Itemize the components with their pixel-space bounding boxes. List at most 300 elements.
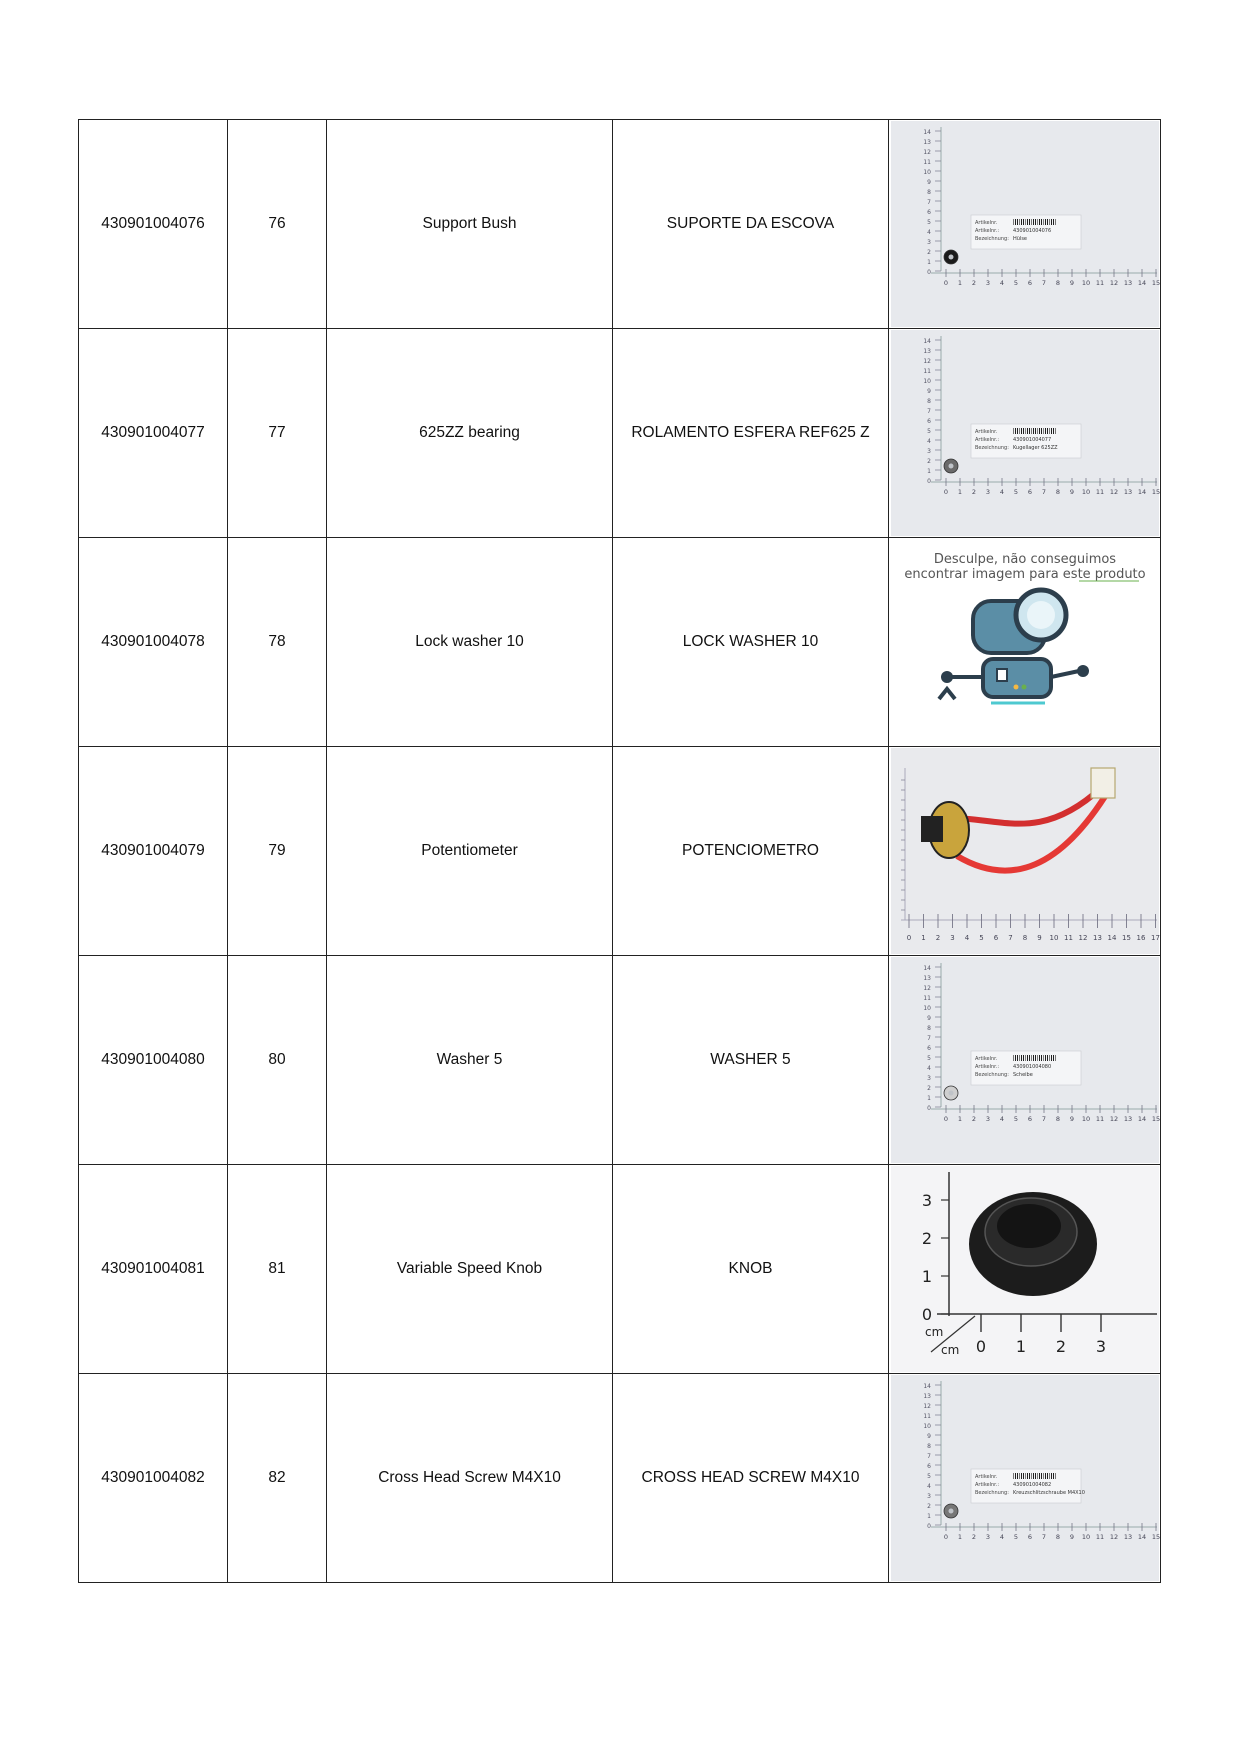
- svg-text:11: 11: [922, 995, 931, 1002]
- barcode-bar: [1045, 428, 1046, 434]
- ruler-tick-label: 15: [1151, 1533, 1160, 1541]
- svg-text:7: 7: [926, 1453, 931, 1460]
- barcode-bar: [1051, 1055, 1052, 1061]
- barcode-bar: [1021, 428, 1022, 434]
- part-row: [79, 1374, 1161, 1583]
- barcode-bar: [1019, 428, 1020, 434]
- barcode-bar: [1037, 1473, 1038, 1479]
- svg-text:13: 13: [922, 139, 931, 146]
- name-en-cell: Potentiometer: [327, 747, 613, 956]
- ruler-tick-label: 8: [1055, 1533, 1060, 1541]
- barcode-bar: [1021, 219, 1022, 225]
- label-name: Hülse: [1012, 236, 1027, 242]
- ruler-tick-label: 0: [943, 488, 948, 496]
- ruler-tick-label: 2: [971, 279, 976, 287]
- svg-text:5: 5: [926, 1055, 931, 1062]
- ruler-tick-label: 3: [985, 1533, 990, 1541]
- svg-text:9: 9: [926, 1015, 931, 1022]
- name-en-cell: Washer 5: [327, 956, 613, 1165]
- barcode-bar: [1039, 219, 1040, 225]
- ruler-tick-label: 13: [1123, 1115, 1132, 1123]
- barcode-bar: [1037, 1055, 1038, 1061]
- svg-text:Artikelnr.:: Artikelnr.:: [974, 1482, 999, 1488]
- svg-text:9: 9: [926, 1433, 931, 1440]
- label-code: 430901004077: [1012, 437, 1051, 443]
- barcode-bar: [1035, 428, 1036, 434]
- part-row: [79, 538, 1161, 747]
- barcode-bar: [1049, 428, 1050, 434]
- ruler-tick-label: 10: [1081, 1115, 1090, 1123]
- name-en-cell: 625ZZ bearing: [327, 329, 613, 538]
- svg-text:7: 7: [1007, 934, 1013, 942]
- barcode-bar: [1015, 1055, 1016, 1061]
- part-photo-cell: [889, 120, 1161, 329]
- ruler-tick-label: 2: [971, 488, 976, 496]
- barcode-bar: [1047, 1473, 1048, 1479]
- svg-text:15: 15: [1121, 934, 1131, 942]
- name-pt-cell: KNOB: [613, 1165, 889, 1374]
- barcode-bar: [1035, 1473, 1036, 1479]
- ruler-tick-label: 1: [957, 279, 962, 287]
- svg-text:9: 9: [926, 179, 931, 186]
- svg-text:6: 6: [926, 209, 931, 216]
- barcode-bar: [1033, 1055, 1034, 1061]
- name-en-cell: Support Bush: [327, 120, 613, 329]
- svg-text:4: 4: [926, 229, 931, 236]
- barcode-bar: [1041, 1473, 1042, 1479]
- part-photo: [891, 121, 1159, 327]
- part-photo: [891, 1375, 1159, 1581]
- ruler-tick-label: 8: [1055, 488, 1060, 496]
- barcode-bar: [1033, 428, 1034, 434]
- svg-text:1: 1: [926, 1513, 931, 1520]
- barcode-bar: [1037, 428, 1038, 434]
- ruler-tick-label: 15: [1151, 1115, 1160, 1123]
- barcode-bar: [1027, 219, 1028, 225]
- svg-text:12: 12: [1078, 934, 1087, 942]
- ruler-tick-label: 15: [1151, 279, 1160, 287]
- part-photo: [891, 1166, 1159, 1372]
- ruler-tick-label: 13: [1123, 279, 1132, 287]
- barcode-bar: [1013, 1473, 1014, 1479]
- svg-text:10: 10: [1049, 934, 1058, 942]
- ruler-tick-label: 5: [1013, 488, 1018, 496]
- svg-text:3: 3: [926, 1075, 931, 1082]
- barcode-bar: [1043, 1055, 1044, 1061]
- svg-text:13: 13: [922, 348, 931, 355]
- barcode-bar: [1023, 219, 1024, 225]
- barcode-bar: [1041, 1055, 1042, 1061]
- barcode-bar: [1029, 428, 1030, 434]
- barcode-bar: [1031, 1473, 1032, 1479]
- svg-text:Bezeichnung:: Bezeichnung:: [974, 236, 1009, 242]
- barcode-bar: [1025, 1473, 1026, 1479]
- item-number-cell: 79: [228, 747, 327, 956]
- svg-text:1: 1: [926, 468, 931, 475]
- ruler-tick-label: 11: [1095, 488, 1104, 496]
- part-code-cell: 430901004077: [79, 329, 228, 538]
- svg-text:Artikelnr.: Artikelnr.: [974, 1474, 997, 1480]
- svg-text:10: 10: [922, 1005, 931, 1012]
- scale-label-y: 0: [921, 1305, 932, 1324]
- svg-text:Bezeichnung:: Bezeichnung:: [974, 1490, 1009, 1496]
- svg-text:5: 5: [926, 219, 931, 226]
- barcode-bar: [1031, 428, 1032, 434]
- part-row: [79, 747, 1161, 956]
- svg-text:0: 0: [926, 1523, 931, 1530]
- ruler-tick-label: 1: [957, 1533, 962, 1541]
- ruler-tick-label: 11: [1095, 1115, 1104, 1123]
- ruler-tick-label: 4: [999, 1533, 1004, 1541]
- ruler-tick-label: 3: [985, 279, 990, 287]
- barcode-bar: [1043, 219, 1044, 225]
- svg-text:2: 2: [926, 458, 931, 465]
- svg-text:16: 16: [1136, 934, 1145, 942]
- barcode-bar: [1019, 219, 1020, 225]
- ruler-tick-label: 5: [1013, 1115, 1018, 1123]
- ruler-tick-label: 1: [957, 1115, 962, 1123]
- ruler-tick-label: 7: [1041, 1533, 1046, 1541]
- barcode-bar: [1043, 428, 1044, 434]
- knob-image: [969, 1192, 1097, 1296]
- svg-text:Artikelnr.: Artikelnr.: [974, 220, 997, 226]
- svg-text:12: 12: [922, 358, 931, 365]
- ruler-tick-label: 15: [1151, 488, 1160, 496]
- part-code-cell: 430901004082: [79, 1374, 228, 1583]
- label-code: 430901004076: [1012, 228, 1051, 234]
- barcode-bar: [1041, 219, 1042, 225]
- svg-text:14: 14: [922, 965, 931, 972]
- svg-text:3: 3: [949, 934, 955, 942]
- barcode-bar: [1051, 219, 1052, 225]
- ruler-tick-label: 12: [1109, 279, 1118, 287]
- svg-text:4: 4: [964, 934, 969, 942]
- svg-text:2: 2: [935, 934, 940, 942]
- barcode-bar: [1047, 428, 1048, 434]
- barcode-bar: [1045, 219, 1046, 225]
- svg-text:9: 9: [926, 388, 931, 395]
- svg-text:0: 0: [926, 1105, 931, 1112]
- barcode-bar: [1013, 1055, 1014, 1061]
- part-photo-cell: [889, 329, 1161, 538]
- barcode-bar: [1025, 1055, 1026, 1061]
- barcode-bar: [1027, 428, 1028, 434]
- ruler-tick-label: 14: [1137, 1533, 1146, 1541]
- scale-label-x: 2: [1055, 1337, 1066, 1356]
- svg-text:4: 4: [926, 1065, 931, 1072]
- barcode-bar: [1033, 1473, 1034, 1479]
- svg-text:0: 0: [926, 269, 931, 276]
- barcode-bar: [1017, 1473, 1018, 1479]
- barcode-bar: [1027, 1473, 1028, 1479]
- barcode-bar: [1055, 1055, 1056, 1061]
- name-pt-cell: POTENCIOMETRO: [613, 747, 889, 956]
- ruler-tick-label: 2: [971, 1533, 976, 1541]
- not-found-line2: encontrar imagem para este produto: [903, 567, 1146, 582]
- svg-text:5: 5: [926, 428, 931, 435]
- ruler-tick-label: 9: [1069, 488, 1074, 496]
- svg-text:11: 11: [922, 159, 931, 166]
- barcode-bar: [1019, 1055, 1020, 1061]
- part-row: [79, 120, 1161, 329]
- svg-text:13: 13: [922, 975, 931, 982]
- barcode-bar: [1053, 428, 1054, 434]
- item-number-cell: 80: [228, 956, 327, 1165]
- ruler-tick-label: 11: [1095, 279, 1104, 287]
- barcode-bar: [1055, 1473, 1056, 1479]
- name-pt-cell: WASHER 5: [613, 956, 889, 1165]
- barcode-bar: [1049, 1473, 1050, 1479]
- barcode-bar: [1045, 1473, 1046, 1479]
- barcode-bar: [1051, 428, 1052, 434]
- name-pt-cell: LOCK WASHER 10: [613, 538, 889, 747]
- svg-text:7: 7: [926, 199, 931, 206]
- ruler-tick-label: 10: [1081, 1533, 1090, 1541]
- name-en-cell: Variable Speed Knob: [327, 1165, 613, 1374]
- part-code-cell: 430901004081: [79, 1165, 228, 1374]
- svg-text:3: 3: [926, 1493, 931, 1500]
- ruler-tick-label: 14: [1137, 1115, 1146, 1123]
- name-pt-cell: CROSS HEAD SCREW M4X10: [613, 1374, 889, 1583]
- barcode-bar: [1043, 1473, 1044, 1479]
- ruler-tick-label: 5: [1013, 279, 1018, 287]
- svg-text:1: 1: [926, 1095, 931, 1102]
- unit-label: cm: [940, 1343, 959, 1357]
- part-photo-cell: [889, 538, 1161, 747]
- ruler-tick-label: 12: [1109, 1533, 1118, 1541]
- barcode-bar: [1015, 1473, 1016, 1479]
- svg-text:4: 4: [926, 438, 931, 445]
- barcode-bar: [1053, 219, 1054, 225]
- barcode-bar: [1039, 428, 1040, 434]
- part-row: [79, 956, 1161, 1165]
- scale-label-y: 3: [921, 1191, 932, 1210]
- scale-label-y: 1: [921, 1267, 932, 1286]
- svg-text:7: 7: [926, 408, 931, 415]
- part-photo: [891, 330, 1159, 536]
- barcode-bar: [1055, 428, 1056, 434]
- ruler-tick-label: 6: [1027, 1533, 1032, 1541]
- item-number-cell: 76: [228, 120, 327, 329]
- svg-text:Artikelnr.:: Artikelnr.:: [974, 1064, 999, 1070]
- barcode-bar: [1041, 428, 1042, 434]
- svg-text:6: 6: [926, 418, 931, 425]
- barcode-bar: [1015, 219, 1016, 225]
- ruler-tick-label: 7: [1041, 488, 1046, 496]
- ruler-tick-label: 10: [1081, 488, 1090, 496]
- item-number-cell: 81: [228, 1165, 327, 1374]
- ruler-tick-label: 14: [1137, 488, 1146, 496]
- barcode-bar: [1017, 219, 1018, 225]
- barcode-bar: [1031, 219, 1032, 225]
- svg-text:17: 17: [1150, 934, 1160, 942]
- barcode-bar: [1013, 219, 1014, 225]
- unit-label: cm: [924, 1325, 943, 1339]
- ruler-tick-label: 6: [1027, 1115, 1032, 1123]
- svg-text:Artikelnr.:: Artikelnr.:: [974, 228, 999, 234]
- svg-text:8: 8: [1022, 934, 1027, 942]
- name-pt-cell: SUPORTE DA ESCOVA: [613, 120, 889, 329]
- part-code-cell: 430901004078: [79, 538, 228, 747]
- barcode-bar: [1025, 219, 1026, 225]
- ruler-tick-label: 1: [957, 488, 962, 496]
- barcode-bar: [1029, 219, 1030, 225]
- barcode-bar: [1023, 428, 1024, 434]
- ruler-tick-label: 0: [943, 1533, 948, 1541]
- svg-text:Artikelnr.: Artikelnr.: [974, 429, 997, 435]
- ruler-tick-label: 9: [1069, 1533, 1074, 1541]
- ruler-tick-label: 9: [1069, 1115, 1074, 1123]
- not-found-line1: Desculpe, não conseguimos: [933, 552, 1116, 567]
- ruler-tick-label: 10: [1081, 279, 1090, 287]
- scale-label-y: 2: [921, 1229, 932, 1248]
- svg-text:11: 11: [922, 1413, 931, 1420]
- barcode-bar: [1031, 1055, 1032, 1061]
- svg-text:8: 8: [926, 398, 931, 405]
- part-row: [79, 329, 1161, 538]
- barcode-bar: [1017, 1055, 1018, 1061]
- barcode-bar: [1029, 1473, 1030, 1479]
- barcode-bar: [1027, 1055, 1028, 1061]
- part-photo-cell: [889, 747, 1161, 956]
- ruler-tick-label: 14: [1137, 279, 1146, 287]
- part-photo: [891, 539, 1159, 745]
- svg-text:2: 2: [926, 249, 931, 256]
- svg-text:7: 7: [926, 1035, 931, 1042]
- ruler-tick-label: 4: [999, 1115, 1004, 1123]
- ruler-tick-label: 8: [1055, 1115, 1060, 1123]
- name-en-cell: Cross Head Screw M4X10: [327, 1374, 613, 1583]
- svg-text:10: 10: [922, 1423, 931, 1430]
- svg-text:4: 4: [926, 1483, 931, 1490]
- barcode-bar: [1047, 1055, 1048, 1061]
- barcode-bar: [1049, 1055, 1050, 1061]
- svg-text:14: 14: [1107, 934, 1116, 942]
- barcode-bar: [1025, 428, 1026, 434]
- svg-text:1: 1: [926, 259, 931, 266]
- svg-text:3: 3: [926, 239, 931, 246]
- barcode-bar: [1053, 1055, 1054, 1061]
- svg-text:5: 5: [926, 1473, 931, 1480]
- ruler-tick-label: 12: [1109, 1115, 1118, 1123]
- barcode-bar: [1055, 219, 1056, 225]
- ruler-tick-label: 0: [943, 279, 948, 287]
- barcode-bar: [1013, 428, 1014, 434]
- ruler-tick-label: 12: [1109, 488, 1118, 496]
- barcode-bar: [1023, 1055, 1024, 1061]
- label-name: Scheibe: [1012, 1072, 1033, 1078]
- ruler-tick-label: 7: [1041, 279, 1046, 287]
- barcode-bar: [1049, 219, 1050, 225]
- svg-text:11: 11: [922, 368, 931, 375]
- ruler-tick-label: 0: [943, 1115, 948, 1123]
- barcode-bar: [1029, 1055, 1030, 1061]
- item-number-cell: 82: [228, 1374, 327, 1583]
- svg-text:9: 9: [1036, 934, 1042, 942]
- svg-text:6: 6: [926, 1463, 931, 1470]
- part-photo-cell: [889, 956, 1161, 1165]
- label-code: 430901004080: [1012, 1064, 1051, 1070]
- barcode-bar: [1045, 1055, 1046, 1061]
- barcode-bar: [1051, 1473, 1052, 1479]
- svg-text:2: 2: [926, 1503, 931, 1510]
- name-pt-cell: ROLAMENTO ESFERA REF625 Z: [613, 329, 889, 538]
- svg-text:1: 1: [920, 934, 926, 942]
- ruler-tick-label: 4: [999, 279, 1004, 287]
- svg-text:8: 8: [926, 1443, 931, 1450]
- barcode-bar: [1021, 1055, 1022, 1061]
- svg-text:2: 2: [926, 1085, 931, 1092]
- barcode-bar: [1053, 1473, 1054, 1479]
- ruler-tick-label: 3: [985, 1115, 990, 1123]
- svg-text:12: 12: [922, 985, 931, 992]
- part-code-cell: 430901004079: [79, 747, 228, 956]
- ruler-tick-label: 7: [1041, 1115, 1046, 1123]
- svg-text:Bezeichnung:: Bezeichnung:: [974, 445, 1009, 451]
- name-en-cell: Lock washer 10: [327, 538, 613, 747]
- svg-text:Artikelnr.: Artikelnr.: [974, 1056, 997, 1062]
- part-row: [79, 1165, 1161, 1374]
- svg-text:14: 14: [922, 1383, 931, 1390]
- svg-text:14: 14: [922, 129, 931, 136]
- ruler-tick-label: 6: [1027, 488, 1032, 496]
- parts-table: [78, 119, 1161, 1583]
- barcode-bar: [1037, 219, 1038, 225]
- label-code: 430901004082: [1012, 1482, 1051, 1488]
- barcode-bar: [1019, 1473, 1020, 1479]
- part-photo: [891, 748, 1159, 954]
- ruler-tick-label: 8: [1055, 279, 1060, 287]
- svg-text:10: 10: [922, 378, 931, 385]
- label-name: Kreuzschlitzschraube M4X10: [1012, 1490, 1085, 1496]
- svg-text:14: 14: [922, 338, 931, 345]
- svg-text:6: 6: [993, 934, 998, 942]
- barcode-bar: [1017, 428, 1018, 434]
- part-photo-cell: [889, 1374, 1161, 1583]
- scale-label-x: 1: [1015, 1337, 1026, 1356]
- barcode-bar: [1035, 1055, 1036, 1061]
- svg-text:5: 5: [978, 934, 984, 942]
- svg-text:12: 12: [922, 149, 931, 156]
- svg-text:12: 12: [922, 1403, 931, 1410]
- svg-text:Artikelnr.:: Artikelnr.:: [974, 437, 999, 443]
- barcode-bar: [1021, 1473, 1022, 1479]
- ruler-tick-label: 13: [1123, 1533, 1132, 1541]
- ruler-tick-label: 3: [985, 488, 990, 496]
- part-code-cell: 430901004076: [79, 120, 228, 329]
- scale-label-x: 3: [1095, 1337, 1106, 1356]
- part-code-cell: 430901004080: [79, 956, 228, 1165]
- ruler-tick-label: 6: [1027, 279, 1032, 287]
- svg-text:10: 10: [922, 169, 931, 176]
- ruler-tick-label: 5: [1013, 1533, 1018, 1541]
- barcode-bar: [1033, 219, 1034, 225]
- ruler-tick-label: 13: [1123, 488, 1132, 496]
- barcode-bar: [1039, 1055, 1040, 1061]
- barcode-bar: [1035, 219, 1036, 225]
- svg-text:6: 6: [926, 1045, 931, 1052]
- svg-text:13: 13: [1092, 934, 1102, 942]
- svg-text:3: 3: [926, 448, 931, 455]
- barcode-bar: [1023, 1473, 1024, 1479]
- scale-label-x: 0: [975, 1337, 986, 1356]
- item-number-cell: 78: [228, 538, 327, 747]
- label-name: Kugellager 625ZZ: [1012, 445, 1058, 451]
- part-photo: [891, 957, 1159, 1163]
- part-photo-cell: [889, 1165, 1161, 1374]
- barcode-bar: [1015, 428, 1016, 434]
- svg-text:8: 8: [926, 189, 931, 196]
